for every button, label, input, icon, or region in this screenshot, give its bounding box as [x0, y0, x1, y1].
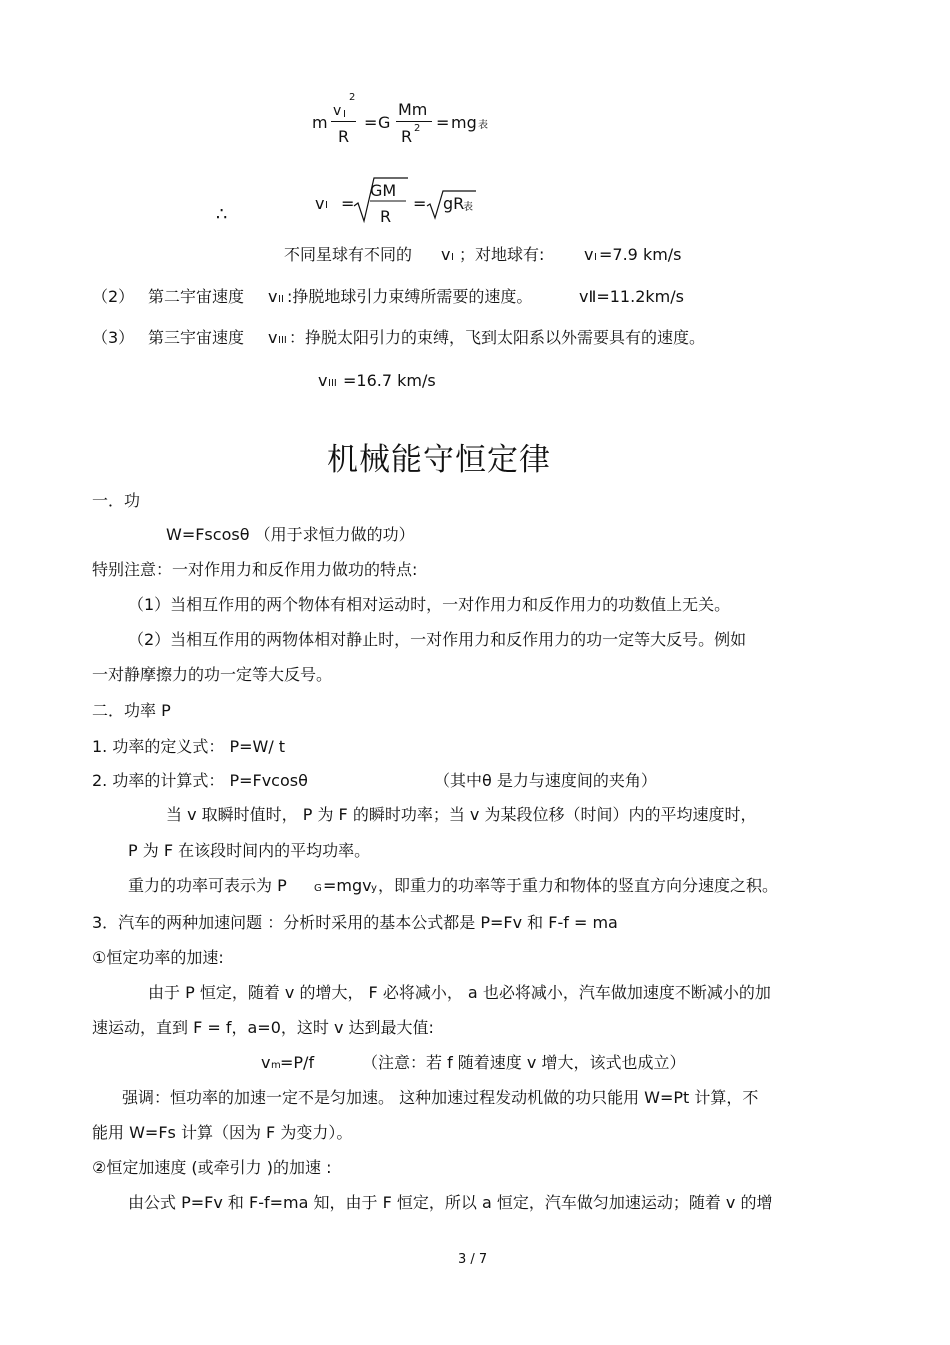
paragraph: ②恒定加速度 (或牵引力 )的加速 : [92, 1158, 332, 1177]
text: II [278, 294, 284, 305]
work-formula: W=Fscosθ （用于求恒力做的功） [166, 525, 415, 544]
formula-m: m [312, 113, 328, 132]
formula-Mm: Mm [398, 100, 428, 119]
paragraph: 能用 W=Fs 计算（因为 F 为变力）。 [92, 1123, 353, 1142]
text: v [261, 1053, 271, 1072]
formula-v: v [333, 103, 342, 119]
text: 重力的功率可表示为 P [128, 876, 287, 895]
paragraph: 速运动，直到 F = f，a=0，这时 v 达到最大值: [92, 1018, 434, 1037]
formula-sub: 表 [478, 120, 488, 131]
text: ：挣脱太阳引力的束缚，飞到太阳系以外需要具有的速度。 [289, 328, 706, 347]
text: 不同星球有不同的 [284, 245, 413, 264]
text: :挣脱地球引力束缚所需要的速度。 [287, 287, 533, 306]
text: v [318, 371, 328, 390]
paragraph: 当 v 取瞬时值时， P 为 F 的瞬时功率；当 v 为某段位移（时间）内的平均速度时， [166, 805, 757, 824]
paragraph: ①恒定功率的加速: [92, 948, 224, 967]
paragraph: 强调：恒功率的加速一定不是匀加速。 这种加速过程发动机做的功只能用 W=Pt 计算，不 [122, 1088, 759, 1107]
paragraph: 2. 功率的计算式： P=Fvcosθ [92, 771, 308, 790]
formula-eq: = [341, 194, 355, 213]
paragraph: P 为 F 在该段时间内的平均功率。 [128, 841, 371, 860]
text: III [278, 335, 287, 346]
formula-R2: R [401, 127, 413, 146]
formula-v: v [315, 194, 325, 213]
paragraph: （其中θ 是力与速度间的夹角） [434, 771, 657, 790]
text: ，即重力的功率等于重力和物体的竖直方向分速度之积。 [378, 876, 779, 895]
text: （2） [92, 287, 135, 306]
fraction-bar [396, 121, 432, 122]
text: （3） [92, 328, 135, 347]
paragraph: 由于 P 恒定，随着 v 的增大， F 必将减小， a 也必将减小，汽车做加速度不断减小的加 [148, 983, 771, 1002]
paragraph: 1. 功率的定义式： P=W/ t [92, 737, 286, 756]
text: y [371, 883, 377, 894]
text: 第三宇宙速度 [148, 328, 245, 347]
text: =16.7 km/s [343, 371, 436, 390]
text: v [584, 245, 594, 264]
formula-eq: = [413, 194, 427, 213]
text: =mgv [323, 876, 372, 895]
text: =P/f [280, 1053, 315, 1072]
formula-mg: mg [451, 113, 477, 132]
formula-sup: 2 [414, 123, 421, 134]
section-heading: 一．功 [92, 491, 141, 510]
text: G [314, 883, 322, 894]
formula-sub: I [325, 200, 328, 211]
text: I [594, 252, 597, 263]
text: ；对地球有: [459, 245, 545, 264]
text: =7.9 km/s [599, 245, 682, 264]
formula-sup: 2 [349, 92, 356, 103]
section-heading: 二．功率 P [92, 701, 171, 720]
text: m [271, 1060, 281, 1071]
page-number: 3 / 7 [458, 1252, 488, 1267]
paragraph: （1）当相互作用的两个物体有相对运动时，一对作用力和反作用力的功数值上无关。 [128, 595, 731, 614]
text: v [268, 287, 278, 306]
text: v [441, 245, 451, 264]
formula-G: G [378, 113, 391, 132]
formula-gR: gR [443, 194, 465, 213]
paragraph: 3．汽车的两种加速问题 ：分析时采用的基本公式都是 P=Fv 和 F-f = ma [92, 913, 618, 932]
formula-eq: = [364, 113, 378, 132]
formula-R: R [380, 207, 392, 226]
paragraph: 一对静摩擦力的功一定等大反号。 [92, 665, 333, 684]
text: 第二宇宙速度 [148, 287, 245, 306]
formula-sub: 表 [463, 202, 473, 213]
text: （注意：若 f 随着速度 v 增大，该式也成立） [362, 1053, 686, 1072]
paragraph: 特别注意：一对作用力和反作用力做功的特点: [92, 560, 418, 579]
paragraph: 由公式 P=Fv 和 F-f=ma 知，由于 F 恒定，所以 a 恒定，汽车做匀加速运动；随着 v 的增 [128, 1193, 773, 1212]
fraction-bar [331, 121, 356, 122]
formula-eq: = [436, 113, 450, 132]
page-title: 机械能守恒定律 [327, 442, 551, 478]
therefore-symbol: ∴ [216, 204, 228, 225]
formula-GM: GM [370, 181, 397, 200]
text: III [328, 378, 337, 389]
text: I [451, 252, 454, 263]
formula-R: R [338, 127, 350, 146]
text: v [268, 328, 278, 347]
formula-sub: I [343, 109, 346, 120]
text: vⅡ=11.2km/s [579, 287, 684, 306]
paragraph: （2）当相互作用的两物体相对静止时，一对作用力和反作用力的功一定等大反号。例如 [128, 630, 747, 649]
